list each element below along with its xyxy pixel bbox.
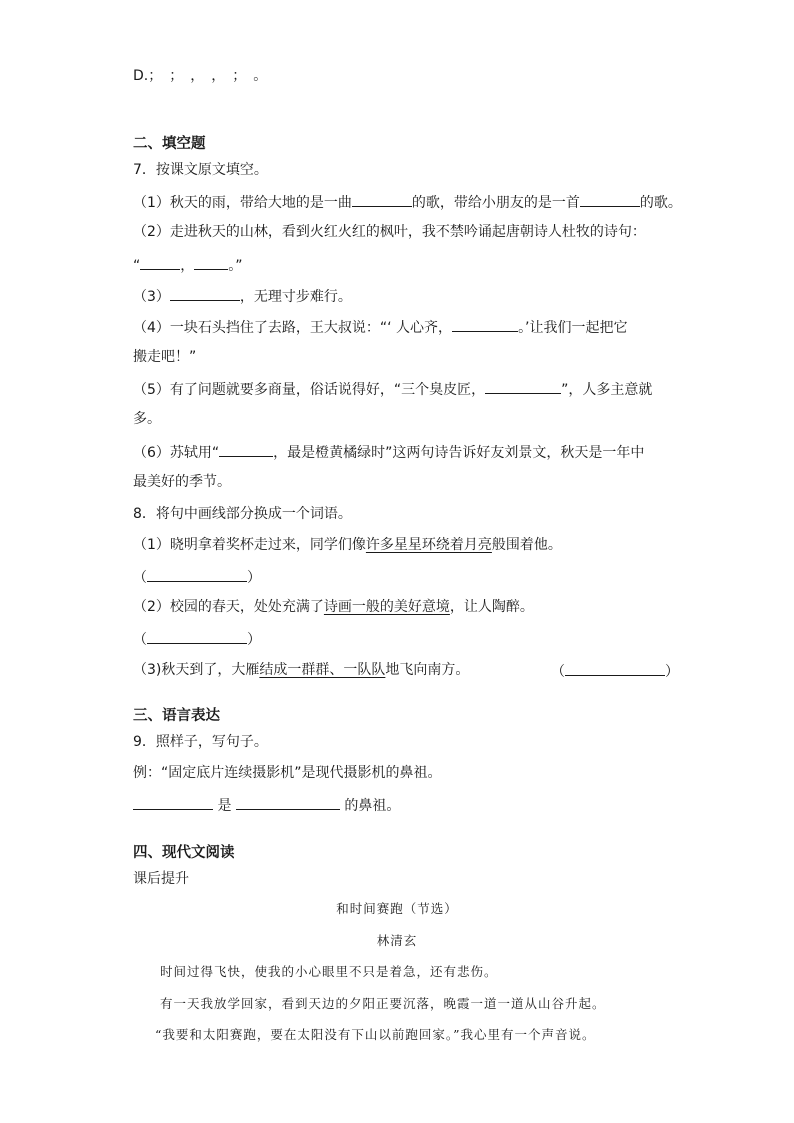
q8-1-text-b: 般围着他。 (491, 537, 562, 553)
q7-6-text-a: （6）苏轼用“ (133, 445, 220, 461)
q9-middle: 是 (217, 798, 232, 814)
q7-1-blank-1[interactable] (352, 191, 412, 207)
q7-3-text-a: （3） (133, 289, 170, 305)
paren-close: ） (247, 570, 261, 586)
q7-5-blank[interactable] (485, 378, 561, 394)
q7-item-6 (133, 441, 644, 463)
q7-item-5 (133, 378, 652, 400)
q7-item-2: （2）走进秋天的山林，看到火红火红的枫叶，我不禁吟诵起唐朝诗人杜牧的诗句： (133, 224, 646, 240)
section-title-language-expression: 三、语言表达 (133, 708, 220, 724)
q8-item-3 (133, 660, 469, 680)
q7-1-text-a: （1）秋天的雨，带给大地的是一曲 (133, 195, 352, 211)
q7-1-text-b: 的歌，带给小朋友的是一首 (411, 195, 580, 211)
q7-2-blank-1[interactable] (140, 254, 180, 270)
q8-3-answer-blank[interactable] (565, 660, 665, 676)
paren-close: ） (665, 664, 679, 680)
q7-item-6-cont: 最美好的季节。 (133, 474, 231, 490)
q7-4-text-b: 。’让我们一起把它 (518, 320, 628, 336)
q7-item-4 (133, 316, 628, 338)
paren-close: ） (247, 632, 261, 648)
q7-6-blank[interactable] (219, 441, 273, 457)
q7-2-close: 。” (228, 258, 243, 274)
q7-5-text-a: （5）有了问题就要多商量，俗话说得好，“三个臭皮匠， (133, 382, 486, 398)
q8-2-text-b: ，让人陶醉。 (449, 599, 534, 615)
paren-open: （ (133, 570, 147, 586)
after-class-label: 课后提升 (133, 871, 189, 887)
section-title-modern-reading: 四、现代文阅读 (133, 845, 235, 861)
question-7-stem: 7．按课文原文填空。 (133, 162, 268, 178)
q8-item-1 (133, 535, 562, 555)
passage-author: 林清玄 (376, 933, 418, 948)
q7-2-comma: ， (180, 258, 195, 274)
q7-2-blank-2[interactable] (194, 254, 228, 270)
section-title-fill-blanks: 二、填空题 (133, 136, 206, 152)
q8-1-text-a: （1）晓明拿着奖杯走过来，同学们像 (133, 537, 366, 553)
q7-item-2-cont (133, 254, 243, 276)
q7-1-blank-2[interactable] (580, 191, 640, 207)
q8-1-underlined: 许多星星环绕着月亮 (365, 537, 492, 553)
q8-2-underlined: 诗画一般的美好意境 (323, 599, 450, 615)
q8-item-2 (133, 597, 534, 617)
q8-2-text-a: （2）校园的春天，处处充满了 (133, 599, 324, 615)
q9-blank-2[interactable] (236, 794, 340, 810)
q7-item-3 (133, 285, 352, 307)
q7-item-5-cont: 多。 (133, 411, 161, 427)
question-9-stem: 9．照样子，写句子。 (133, 734, 268, 750)
q8-3-answer (551, 660, 679, 682)
option-d: D.； ； ， ， ； 。 (133, 68, 268, 84)
q9-blank-1[interactable] (133, 794, 213, 810)
paren-open: （ (551, 664, 565, 680)
q7-1-text-c: 的歌。 (639, 195, 682, 211)
q7-item-1 (133, 191, 682, 213)
q8-3-text-a: （3)秋天到了，大雁 (133, 662, 260, 678)
passage-paragraph-2: 有一天我放学回家，看到天边的夕阳正要沉落，晚霞一道一道从山谷升起。 (160, 996, 606, 1011)
q8-3-text-b: 地飞向南方。 (385, 662, 470, 678)
q7-6-text-b: ，最是橙黄橘绿时”这两句诗告诉好友刘景文，秋天是一年中 (273, 445, 645, 461)
q7-3-blank[interactable] (170, 285, 240, 301)
q7-2-open-quote: “ (133, 258, 141, 274)
q7-4-blank[interactable] (452, 316, 518, 332)
q7-4-text-a: （4）一块石头挡住了去路，王大叔说：“‘ 人心齐， (133, 320, 453, 336)
passage-paragraph-1: 时间过得飞快，使我的小心眼里不只是着急，还有悲伤。 (160, 964, 498, 979)
q8-2-answer (133, 628, 261, 650)
passage-title: 和时间赛跑（节选） (336, 901, 458, 916)
q9-example: 例：“固定底片连续摄影机”是现代摄影机的鼻祖。 (133, 765, 442, 781)
passage-paragraph-3: “我要和太阳赛跑，要在太阳没有下山以前跑回家。”我心里有一个声音说。 (155, 1027, 596, 1042)
q8-1-answer (133, 566, 261, 588)
q7-5-text-b: ”，人多主意就 (561, 382, 653, 398)
q7-item-4-cont: 搬走吧！” (133, 349, 197, 365)
q8-2-answer-blank[interactable] (147, 628, 247, 644)
q8-3-underlined: 结成一群群、一队队 (259, 662, 386, 678)
q7-3-text-b: ，无理寸步难行。 (239, 289, 352, 305)
q9-end: 的鼻祖。 (344, 798, 401, 814)
q8-1-answer-blank[interactable] (147, 566, 247, 582)
q9-answer-line (133, 794, 400, 816)
question-8-stem: 8．将句中画线部分换成一个词语。 (133, 506, 352, 522)
paren-open: （ (133, 632, 147, 648)
